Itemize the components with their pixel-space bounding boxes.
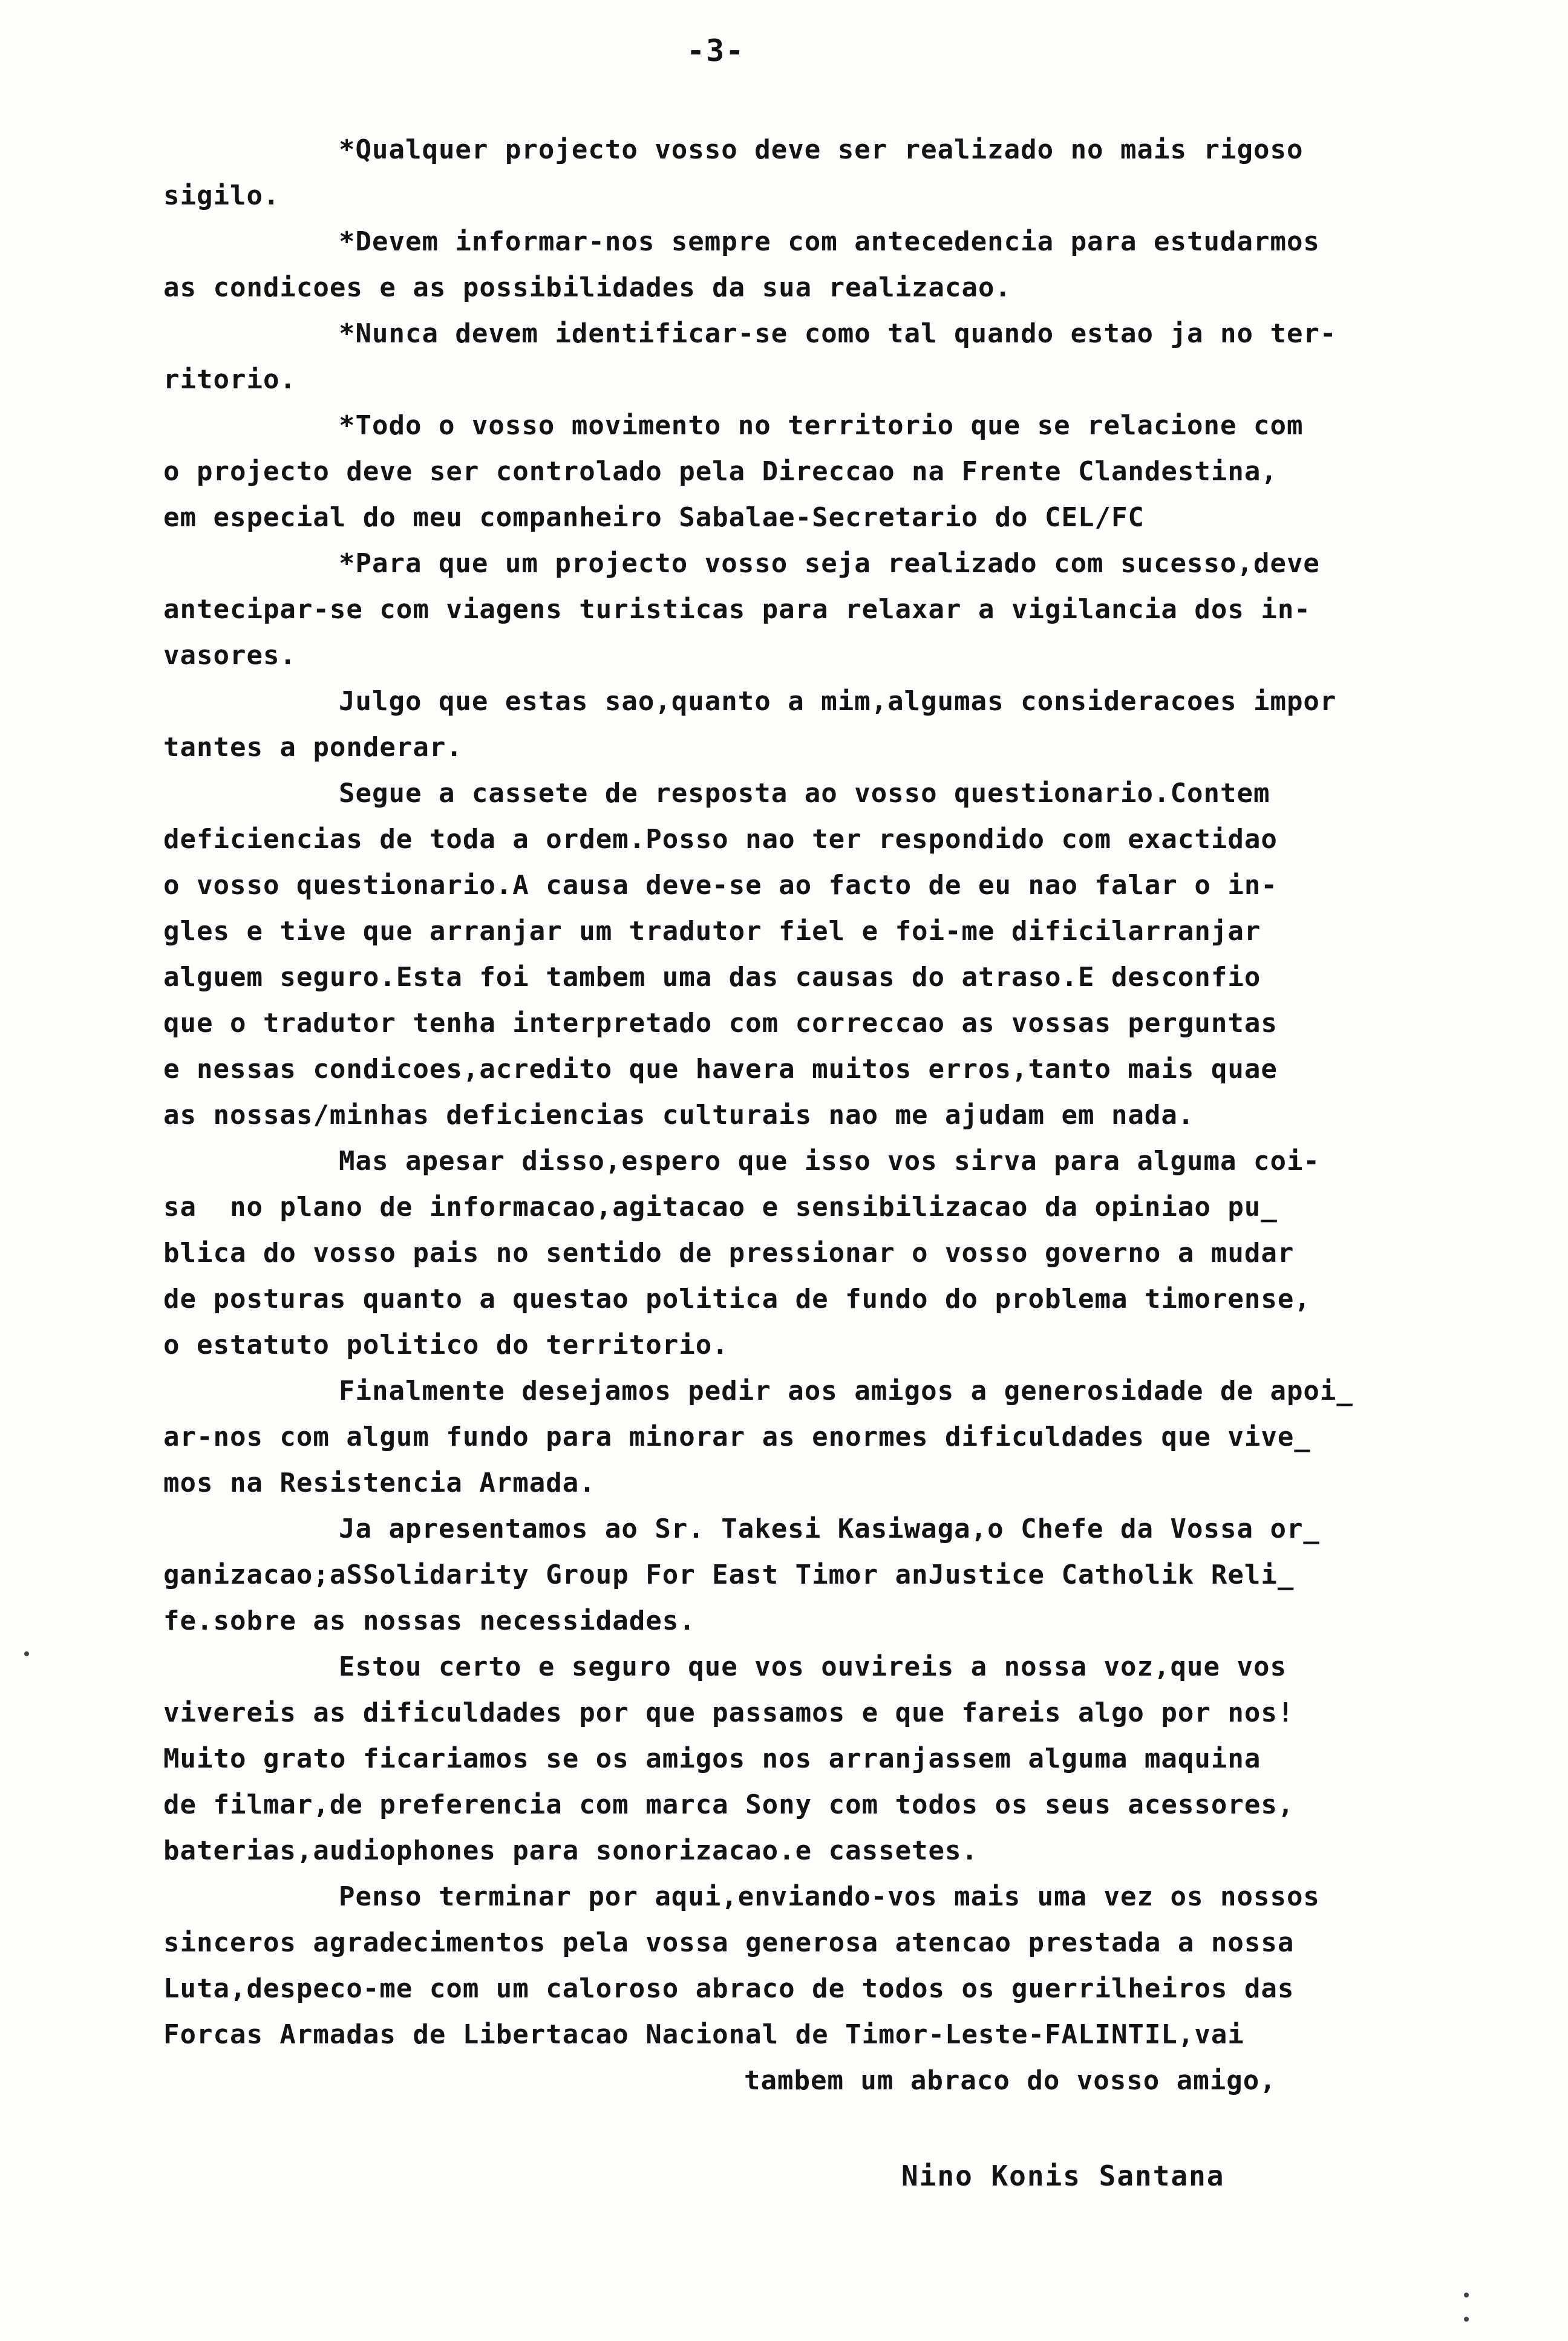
text-line: de filmar,de preferencia com marca Sony com todos os seus acessores, xyxy=(163,1789,1295,1820)
scan-speck xyxy=(1464,2317,1469,2322)
text-line: blica do vosso pais no sentido de pressionar o vosso governo a mudar xyxy=(163,1238,1295,1268)
text-line: tambem um abraco do vosso amigo, xyxy=(744,2065,1276,2096)
text-line: vasores. xyxy=(163,640,296,671)
text-line: sinceros agradecimentos pela vossa generosa atencao prestada a nossa xyxy=(163,1927,1295,1958)
text-line: alguem seguro.Esta foi tambem uma das causas do atraso.E desconfio xyxy=(163,962,1261,993)
text-line: que o tradutor tenha interpretado com correccao as vossas perguntas xyxy=(163,1008,1278,1039)
letter-body xyxy=(163,127,1464,2104)
text-line: o estatuto politico do territorio. xyxy=(163,1330,729,1360)
text-line: Forcas Armadas de Libertacao Nacional de Timor-Leste-FALINTIL,vai xyxy=(163,2019,1244,2050)
scan-speck xyxy=(1464,2293,1469,2297)
text-line: antecipar-se com viagens turisticas para relaxar a vigilancia dos in- xyxy=(163,594,1311,625)
text-line: *Todo o vosso movimento no territorio que se relacione com xyxy=(339,410,1304,441)
text-line: vivereis as dificuldades por que passamos e que fareis algo por nos! xyxy=(163,1697,1295,1728)
scan-speck xyxy=(24,1651,29,1656)
signature: Nino Konis Santana xyxy=(901,2160,1225,2192)
text-line: Segue a cassete de resposta ao vosso questionario.Contem xyxy=(339,778,1270,809)
text-line: fe.sobre as nossas necessidades. xyxy=(163,1605,696,1636)
text-line: ritorio. xyxy=(163,364,296,395)
text-line: ar-nos com algum fundo para minorar as enormes dificuldades que vive_ xyxy=(163,1422,1311,1452)
text-line: Muito grato ficariamos se os amigos nos arranjassem alguma maquina xyxy=(163,1743,1261,1774)
text-line: baterias,audiophones para sonorizacao.e cassetes. xyxy=(163,1835,979,1866)
text-line: e nessas condicoes,acredito que havera muitos erros,tanto mais quae xyxy=(163,1054,1278,1085)
text-line: o vosso questionario.A causa deve-se ao facto de eu nao falar o in- xyxy=(163,870,1278,901)
text-line: gles e tive que arranjar um tradutor fiel e foi-me dificilarranjar xyxy=(163,916,1261,947)
text-line: deficiencias de toda a ordem.Posso nao ter respondido com exactidao xyxy=(163,824,1278,855)
text-line: as nossas/minhas deficiencias culturais nao me ajudam em nada. xyxy=(163,1100,1195,1131)
text-line: mos na Resistencia Armada. xyxy=(163,1468,596,1498)
text-line: as condicoes e as possibilidades da sua realizacao. xyxy=(163,272,1012,303)
text-line: *Devem informar-nos sempre com antecedencia para estudarmos xyxy=(339,226,1320,257)
text-line: *Para que um projecto vosso seja realizado com sucesso,deve xyxy=(339,548,1320,579)
text-line: ganizacao;aSSolidarity Group For East Timor anJustice Catholik Reli_ xyxy=(163,1559,1295,1590)
text-line: em especial do meu companheiro Sabalae-Secretario do CEL/FC xyxy=(163,502,1145,533)
text-line: sa no plano de informacao,agitacao e sensibilizacao da opiniao pu_ xyxy=(163,1192,1278,1223)
text-line: *Qualquer projecto vosso deve ser realizado no mais rigoso xyxy=(339,134,1304,165)
text-line: Julgo que estas sao,quanto a mim,algumas consideracoes impor xyxy=(339,686,1337,717)
text-line: tantes a ponderar. xyxy=(163,732,463,763)
text-line: *Nunca devem identificar-se como tal quando estao ja no ter- xyxy=(339,318,1337,349)
text-line: sigilo. xyxy=(163,180,280,211)
text-line: Luta,despeco-me com um caloroso abraco de todos os guerrilheiros das xyxy=(163,1973,1295,2004)
text-line: de posturas quanto a questao politica de fundo do problema timorense, xyxy=(163,1284,1311,1314)
page-number: -3- xyxy=(687,33,745,68)
text-line: Mas apesar disso,espero que isso vos sirva para alguma coi- xyxy=(339,1146,1320,1177)
text-line: Finalmente desejamos pedir aos amigos a generosidade de apoi_ xyxy=(339,1376,1353,1406)
text-line: Estou certo e seguro que vos ouvireis a nossa voz,que vos xyxy=(339,1651,1287,1682)
text-line: Penso terminar por aqui,enviando-vos mais uma vez os nossos xyxy=(339,1881,1320,1912)
text-line: Ja apresentamos ao Sr. Takesi Kasiwaga,o Chefe da Vossa or_ xyxy=(339,1513,1320,1544)
text-line: o projecto deve ser controlado pela Direccao na Frente Clandestina, xyxy=(163,456,1278,487)
